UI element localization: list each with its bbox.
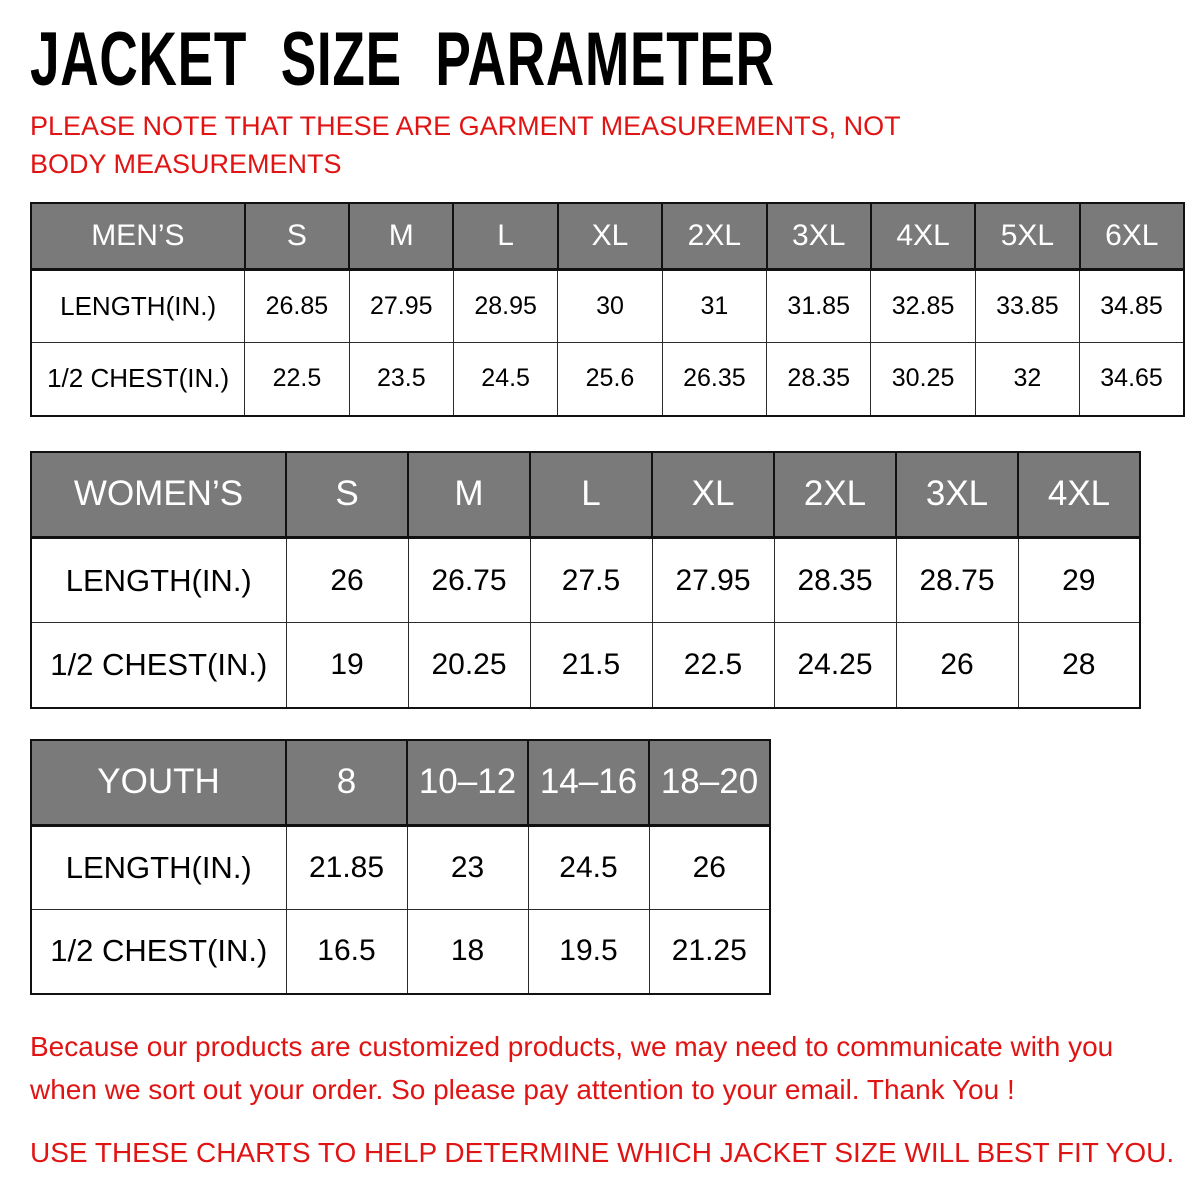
size-value-cell: 26.85 bbox=[245, 270, 349, 343]
size-header-cell: S bbox=[245, 203, 349, 270]
size-value-cell: 26 bbox=[286, 538, 408, 623]
size-value-cell: 32 bbox=[975, 343, 1079, 416]
size-header-cell: 6XL bbox=[1080, 203, 1184, 270]
size-value-cell: 28 bbox=[1018, 623, 1140, 708]
size-value-cell: 20.25 bbox=[408, 623, 530, 708]
youth-chest-row bbox=[31, 910, 770, 994]
size-value-cell: 26 bbox=[896, 623, 1018, 708]
row-label: LENGTH(IN.) bbox=[31, 270, 245, 343]
size-value-cell: 31 bbox=[662, 270, 766, 343]
size-value-cell: 23 bbox=[407, 826, 528, 910]
size-value-cell: 34.65 bbox=[1080, 343, 1184, 416]
measurement-note: PLEASE NOTE THAT THESE ARE GARMENT MEASUREMENTS, NOT BODY MEASUREMENTS bbox=[30, 111, 901, 179]
size-value-cell: 21.5 bbox=[530, 623, 652, 708]
row-label: LENGTH(IN.) bbox=[31, 826, 286, 910]
mens-length-row bbox=[31, 270, 1184, 343]
size-value-cell: 28.35 bbox=[774, 538, 896, 623]
womens-table-title: WOMEN’S bbox=[31, 452, 286, 538]
size-header-cell: S bbox=[286, 452, 408, 538]
size-value-cell: 31.85 bbox=[767, 270, 871, 343]
size-value-cell: 32.85 bbox=[871, 270, 975, 343]
size-header-cell: 4XL bbox=[871, 203, 975, 270]
size-value-cell: 28.75 bbox=[896, 538, 1018, 623]
size-value-cell: 22.5 bbox=[245, 343, 349, 416]
size-value-cell: 34.85 bbox=[1080, 270, 1184, 343]
row-label: 1/2 CHEST(IN.) bbox=[31, 910, 286, 994]
size-value-cell: 16.5 bbox=[286, 910, 407, 994]
size-header-cell: 4XL bbox=[1018, 452, 1140, 538]
size-header-cell: 8 bbox=[286, 740, 407, 826]
womens-length-row bbox=[31, 538, 1140, 623]
size-value-cell: 26 bbox=[649, 826, 770, 910]
charts-usage-note: USE THESE CHARTS TO HELP DETERMINE WHICH JACKET SIZE WILL BEST FIT YOU. bbox=[30, 1137, 1175, 1169]
mens-chest-row bbox=[31, 343, 1184, 416]
size-value-cell: 22.5 bbox=[652, 623, 774, 708]
size-value-cell: 26.75 bbox=[408, 538, 530, 623]
size-value-cell: 23.5 bbox=[349, 343, 453, 416]
size-header-cell: L bbox=[453, 203, 557, 270]
size-header-cell: 10–12 bbox=[407, 740, 528, 826]
size-value-cell: 24.5 bbox=[453, 343, 557, 416]
size-value-cell: 27.5 bbox=[530, 538, 652, 623]
size-value-cell: 24.5 bbox=[528, 826, 649, 910]
youth-table-title: YOUTH bbox=[31, 740, 286, 826]
size-value-cell: 24.25 bbox=[774, 623, 896, 708]
size-header-cell: XL bbox=[558, 203, 662, 270]
size-header-cell: 14–16 bbox=[528, 740, 649, 826]
size-value-cell: 21.25 bbox=[649, 910, 770, 994]
size-value-cell: 29 bbox=[1018, 538, 1140, 623]
page-title: JACKET SIZE PARAMETER bbox=[30, 17, 775, 102]
womens-size-table bbox=[30, 451, 1141, 709]
size-value-cell: 25.6 bbox=[558, 343, 662, 416]
size-header-cell: XL bbox=[652, 452, 774, 538]
size-header-cell: L bbox=[530, 452, 652, 538]
mens-table-title: MEN’S bbox=[31, 203, 245, 270]
womens-chest-row bbox=[31, 623, 1140, 708]
youth-header-row bbox=[31, 740, 770, 826]
size-value-cell: 26.35 bbox=[662, 343, 766, 416]
size-value-cell: 28.35 bbox=[767, 343, 871, 416]
size-value-cell: 30.25 bbox=[871, 343, 975, 416]
customization-notice: Because our products are customized products, we may need to communicate with you when we sort out your order. So please pay attention to your email. Thank You ! bbox=[30, 1030, 1114, 1105]
size-header-cell: M bbox=[349, 203, 453, 270]
row-label: 1/2 CHEST(IN.) bbox=[31, 343, 245, 416]
size-value-cell: 19 bbox=[286, 623, 408, 708]
youth-length-row bbox=[31, 826, 770, 910]
size-header-cell: 3XL bbox=[767, 203, 871, 270]
size-header-cell: 18–20 bbox=[649, 740, 770, 826]
size-value-cell: 18 bbox=[407, 910, 528, 994]
size-value-cell: 30 bbox=[558, 270, 662, 343]
size-value-cell: 28.95 bbox=[453, 270, 557, 343]
mens-header-row bbox=[31, 203, 1184, 270]
size-header-cell: 2XL bbox=[662, 203, 766, 270]
size-value-cell: 33.85 bbox=[975, 270, 1079, 343]
size-value-cell: 27.95 bbox=[349, 270, 453, 343]
size-value-cell: 27.95 bbox=[652, 538, 774, 623]
row-label: LENGTH(IN.) bbox=[31, 538, 286, 623]
size-header-cell: 5XL bbox=[975, 203, 1079, 270]
size-header-cell: M bbox=[408, 452, 530, 538]
size-value-cell: 21.85 bbox=[286, 826, 407, 910]
mens-size-table bbox=[30, 202, 1185, 417]
youth-size-table bbox=[30, 739, 771, 995]
size-value-cell: 19.5 bbox=[528, 910, 649, 994]
size-header-cell: 3XL bbox=[896, 452, 1018, 538]
womens-header-row bbox=[31, 452, 1140, 538]
size-header-cell: 2XL bbox=[774, 452, 896, 538]
row-label: 1/2 CHEST(IN.) bbox=[31, 623, 286, 708]
